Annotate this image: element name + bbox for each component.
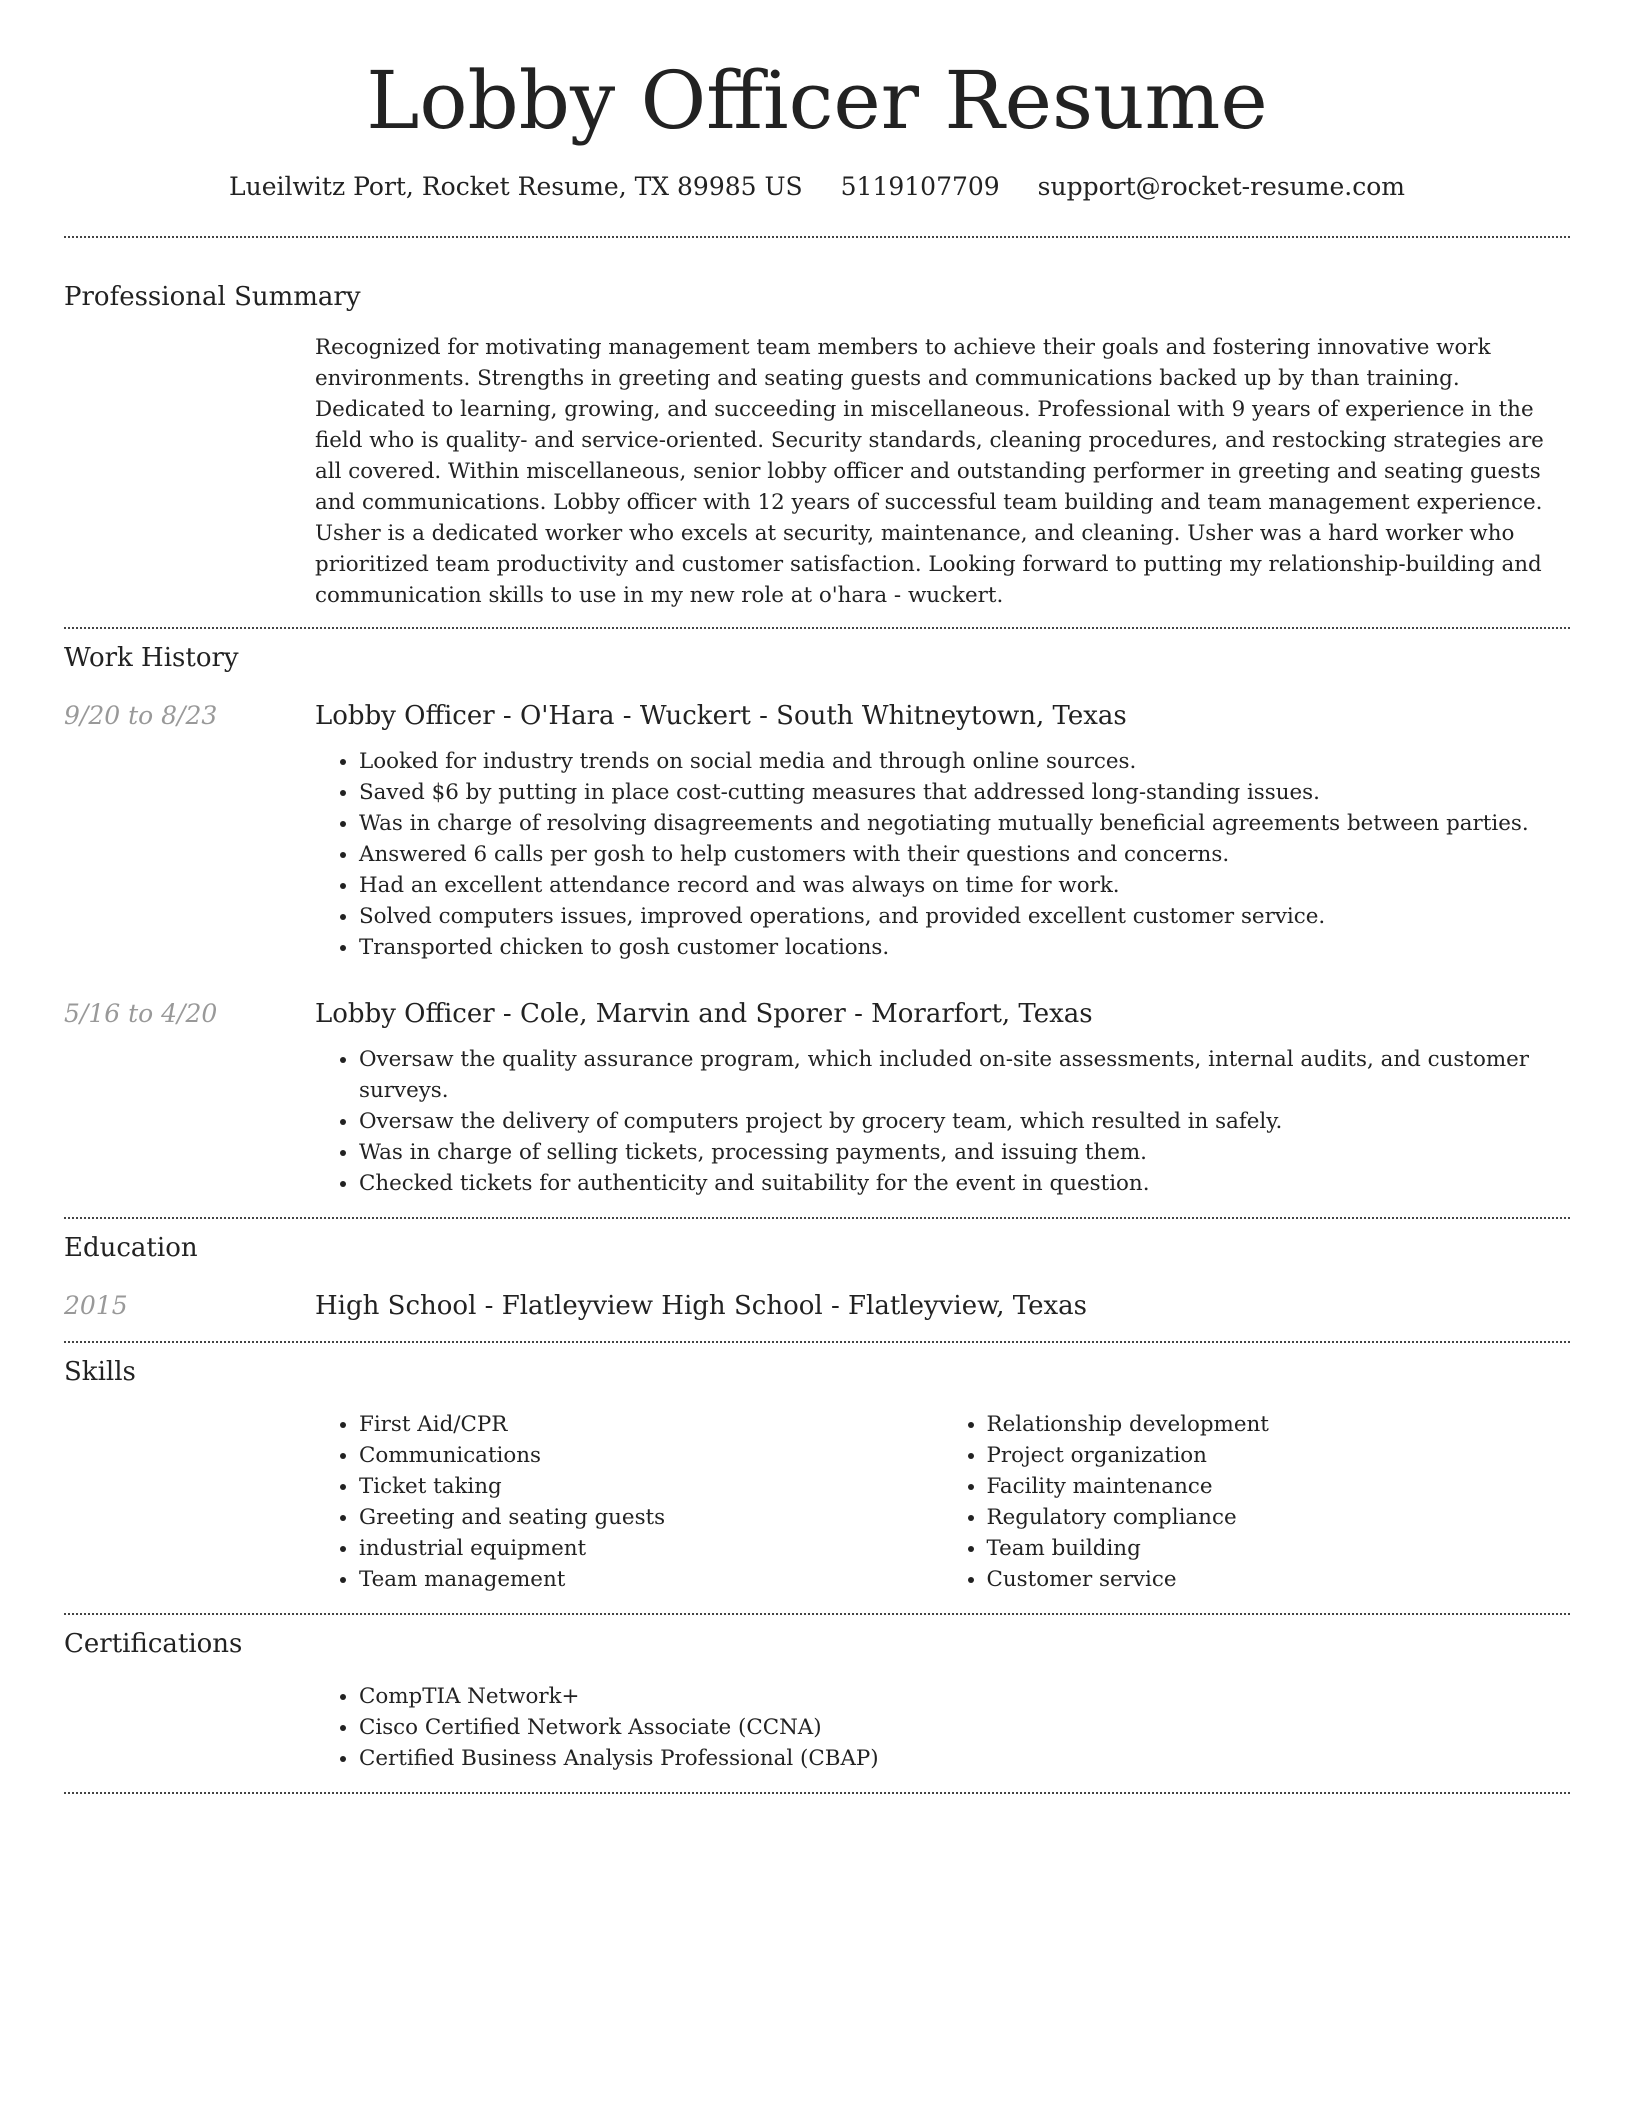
divider (64, 627, 1570, 629)
list-item: • Greeting and seating guests (359, 1502, 943, 1533)
contact-address: Lueilwitz Port, Rocket Resume, TX 89985 US (229, 172, 803, 201)
job-bullets (315, 746, 1570, 963)
list-item: • Communications (359, 1440, 943, 1471)
resume-page (64, 0, 1570, 1794)
list-item: • Team management (359, 1564, 943, 1595)
job-entry (64, 699, 1570, 963)
certifications-list (315, 1681, 1570, 1774)
contact-email: support@rocket-resume.com (1037, 172, 1405, 201)
list-item: • Solved computers issues, improved operations, and provided excellent customer service. (359, 901, 1570, 932)
list-item: • Facility maintenance (987, 1471, 1571, 1502)
certifications-row (64, 1681, 1570, 1774)
contact-line (64, 170, 1570, 204)
education-entry (64, 1289, 1570, 1323)
section-title-certifications: Certifications (64, 1629, 243, 1659)
list-item: • Oversaw the quality assurance program, which included on-site assessments, internal audits, and customer surveys. (359, 1044, 1570, 1106)
job-title: Lobby Officer - Cole, Marvin and Sporer - Morarfort, Texas (315, 999, 1093, 1029)
divider (64, 236, 1570, 238)
divider (64, 1217, 1570, 1219)
list-item: • Looked for industry trends on social media and through online sources. (359, 746, 1570, 777)
contact-phone: 5119107709 (840, 172, 1000, 201)
list-item: • Relationship development (987, 1409, 1571, 1440)
list-item: • CompTIA Network+ (359, 1681, 1570, 1712)
list-item: • Was in charge of selling tickets, processing payments, and issuing them. (359, 1137, 1570, 1168)
divider (64, 1792, 1570, 1794)
resume-title: Lobby Officer Resume (366, 54, 1268, 147)
summary-row (64, 332, 1570, 611)
section-title-summary: Professional Summary (64, 282, 361, 312)
list-item: • First Aid/CPR (359, 1409, 943, 1440)
skills-column-2 (943, 1409, 1571, 1595)
list-item: • Was in charge of resolving disagreements and negotiating mutually beneficial agreements between parties. (359, 808, 1570, 839)
list-item: • Checked tickets for authenticity and suitability for the event in question. (359, 1168, 1570, 1199)
list-item: • Answered 6 calls per gosh to help customers with their questions and concerns. (359, 839, 1570, 870)
education-year: 2015 (64, 1291, 128, 1320)
list-item: • Team building (987, 1533, 1571, 1564)
section-title-education: Education (64, 1233, 198, 1263)
list-item: • Cisco Certified Network Associate (CCNA) (359, 1712, 1570, 1743)
section-title-work: Work History (64, 643, 239, 673)
job-dates: 5/16 to 4/20 (64, 999, 218, 1028)
list-item: • Customer service (987, 1564, 1571, 1595)
list-item: • Certified Business Analysis Professional (CBAP) (359, 1743, 1570, 1774)
job-bullets (315, 1044, 1570, 1199)
job-entry (64, 997, 1570, 1199)
list-item: • Ticket taking (359, 1471, 943, 1502)
skills-row (64, 1409, 1570, 1595)
divider (64, 1613, 1570, 1615)
section-title-skills: Skills (64, 1357, 136, 1387)
list-item: • Saved $6 by putting in place cost-cutting measures that addressed long-standing issues. (359, 777, 1570, 808)
job-title: Lobby Officer - O'Hara - Wuckert - South Whitneytown, Texas (315, 701, 1127, 731)
skills-column-1 (315, 1409, 943, 1595)
list-item: • Had an excellent attendance record and was always on time for work. (359, 870, 1570, 901)
divider (64, 1341, 1570, 1343)
list-item: • Project organization (987, 1440, 1571, 1471)
list-item: • Oversaw the delivery of computers project by grocery team, which resulted in safely. (359, 1106, 1570, 1137)
job-dates: 9/20 to 8/23 (64, 701, 218, 730)
list-item: • Regulatory compliance (987, 1502, 1571, 1533)
list-item: • Transported chicken to gosh customer locations. (359, 932, 1570, 963)
list-item: • industrial equipment (359, 1533, 943, 1564)
summary-text: Recognized for motivating management team members to achieve their goals and fostering innovative work environments. Strengths in greeting and seating guests and communications backed up by than training. Dedicated to learning, growing, and succeeding in miscellaneous. Professional with 9 years of experience in the field who is quality- and service-oriented. Security standards, cleaning procedures, and restocking strategies are all covered. Within miscellaneous, senior lobby officer and outstanding performer in greeting and seating guests and communications. Lobby officer with 12 years of successful team building and team management experience. Usher is a dedicated worker who excels at security, maintenance, and cleaning. Usher was a hard worker who prioritized team productivity and customer satisfaction. Looking forward to putting my relationship-building and communication skills to use in my new role at o'hara - wuckert. (315, 335, 1544, 608)
education-title: High School - Flatleyview High School - Flatleyview, Texas (315, 1291, 1088, 1321)
